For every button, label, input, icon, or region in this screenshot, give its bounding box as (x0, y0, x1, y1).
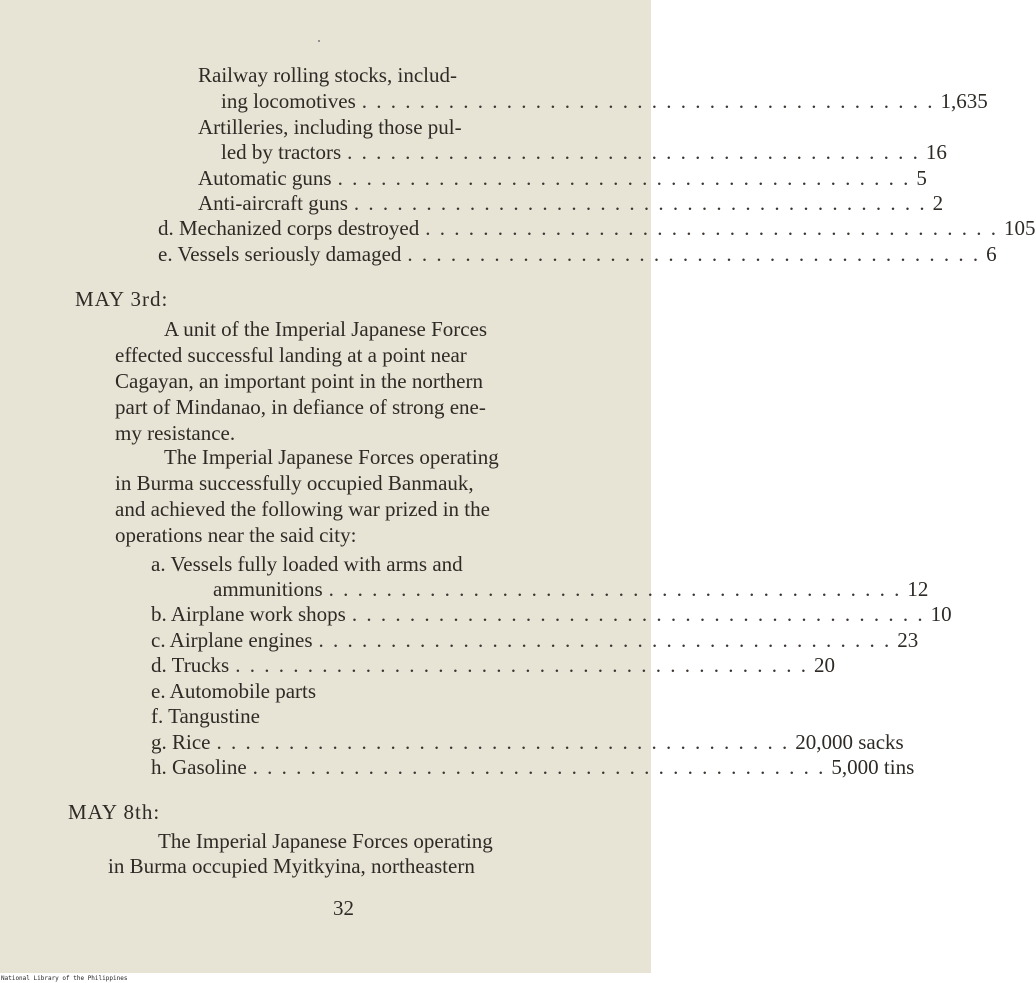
paragraph-line: in Burma successfully occupied Banmauk, (115, 471, 474, 495)
leader-dots: . . . . . . . . . . . . . . . . . . . . . . . . . . . . . . . . . . . . . . . . (407, 242, 981, 266)
list-entry (221, 88, 988, 114)
list-entry (221, 139, 947, 165)
entry-label: d. Mechanized corps destroyed (158, 216, 420, 240)
ink-speck (318, 40, 320, 42)
prize-item: a. Vessels fully loaded with arms and (151, 552, 463, 576)
prize-item (151, 729, 904, 755)
leader-dots: . . . . . . . . . . . . . . . . . . . . . . . . . . . . . . . . . . . . . . . . (347, 140, 920, 164)
leader-dots: . . . . . . . . . . . . . . . . . . . . . . . . . . . . . . . . . . . . . . . . (337, 166, 911, 190)
leader-dots: . . . . . . . . . . . . . . . . . . . . . . . . . . . . . . . . . . . . . . . . (353, 191, 927, 215)
entry-label: g. Rice (151, 730, 211, 754)
entry-value: 20,000 sacks (795, 730, 904, 754)
leader-dots: . . . . . . . . . . . . . . . . . . . . . . . . . . . . . . . . . . . . . . . . (361, 89, 935, 113)
paragraph-line: A unit of the Imperial Japanese Forces (164, 317, 488, 341)
prize-item (151, 652, 835, 678)
prize-item: e. Automobile parts (151, 679, 317, 703)
leader-dots: . . . . . . . . . . . . . . . . . . . . . . . . . . . . . . . . . . . . . . . . (216, 730, 790, 754)
section-heading-may-8: MAY 8th: (68, 800, 161, 824)
prize-item (151, 754, 915, 780)
entry-value: 12 (907, 577, 929, 601)
entry-value: 5 (916, 166, 927, 190)
entry-label: Automatic guns (198, 166, 332, 190)
prize-item (151, 627, 919, 653)
list-entry (198, 190, 944, 216)
paragraph-line: operations near the said city: (115, 523, 357, 547)
entry-value: 23 (897, 628, 919, 652)
list-entry (198, 165, 927, 191)
entry-label: h. Gasoline (151, 755, 247, 779)
paragraph-line: effected successful landing at a point near (115, 343, 467, 367)
paragraph-line: part of Mindanao, in defiance of strong ene- (115, 395, 486, 419)
paragraph-line: my resistance. (115, 421, 236, 445)
entry-value: 6 (986, 242, 997, 266)
entry-label: b. Airplane work shops (151, 602, 346, 626)
paragraph-line: The Imperial Japanese Forces operating (158, 829, 493, 853)
entry-label: Anti-aircraft guns (198, 191, 348, 215)
entry-value: 105 (1004, 216, 1036, 240)
paragraph-line: The Imperial Japanese Forces operating (164, 445, 499, 469)
list-line-continued: Artilleries, including those pul- (198, 115, 462, 139)
prize-item (151, 601, 952, 627)
prize-item (213, 576, 929, 602)
entry-value: 5,000 tins (831, 755, 915, 779)
list-line-continued: Railway rolling stocks, includ- (198, 63, 457, 87)
paragraph-line: and achieved the following war prized in the (115, 497, 490, 521)
section-heading-may-3: MAY 3rd: (75, 287, 169, 311)
entry-value: 16 (925, 140, 947, 164)
paragraph-line: in Burma occupied Myitkyina, northeastern (108, 854, 475, 878)
list-entry (158, 215, 1036, 241)
entry-label: ing locomotives (221, 89, 356, 113)
leader-dots: . . . . . . . . . . . . . . . . . . . . . . . . . . . . . . . . . . . . . . . . (235, 653, 808, 677)
leader-dots: . . . . . . . . . . . . . . . . . . . . . . . . . . . . . . . . . . . . . . . . (328, 577, 902, 601)
entry-label: d. Trucks (151, 653, 230, 677)
list-entry (158, 241, 997, 267)
entry-label: led by tractors (221, 140, 342, 164)
page-number: 32 (333, 896, 354, 920)
leader-dots: . . . . . . . . . . . . . . . . . . . . . . . . . . . . . . . . . . . . . . . . (318, 628, 892, 652)
entry-label: e. Vessels seriously damaged (158, 242, 402, 266)
entry-value: 10 (930, 602, 952, 626)
prize-item: f. Tangustine (151, 704, 260, 728)
entry-value: 20 (813, 653, 835, 677)
leader-dots: . . . . . . . . . . . . . . . . . . . . . . . . . . . . . . . . . . . . . . . . (252, 755, 826, 779)
entry-label: c. Airplane engines (151, 628, 313, 652)
leader-dots: . . . . . . . . . . . . . . . . . . . . . . . . . . . . . . . . . . . . . . . . (425, 216, 998, 240)
paragraph-line: Cagayan, an important point in the northern (115, 369, 483, 393)
library-credit: National Library of the Philippines (1, 975, 128, 982)
leader-dots: . . . . . . . . . . . . . . . . . . . . . . . . . . . . . . . . . . . . . . . . (351, 602, 925, 626)
entry-value: 1,635 (940, 89, 988, 113)
entry-label: ammunitions (213, 577, 323, 601)
entry-value: 2 (932, 191, 944, 215)
